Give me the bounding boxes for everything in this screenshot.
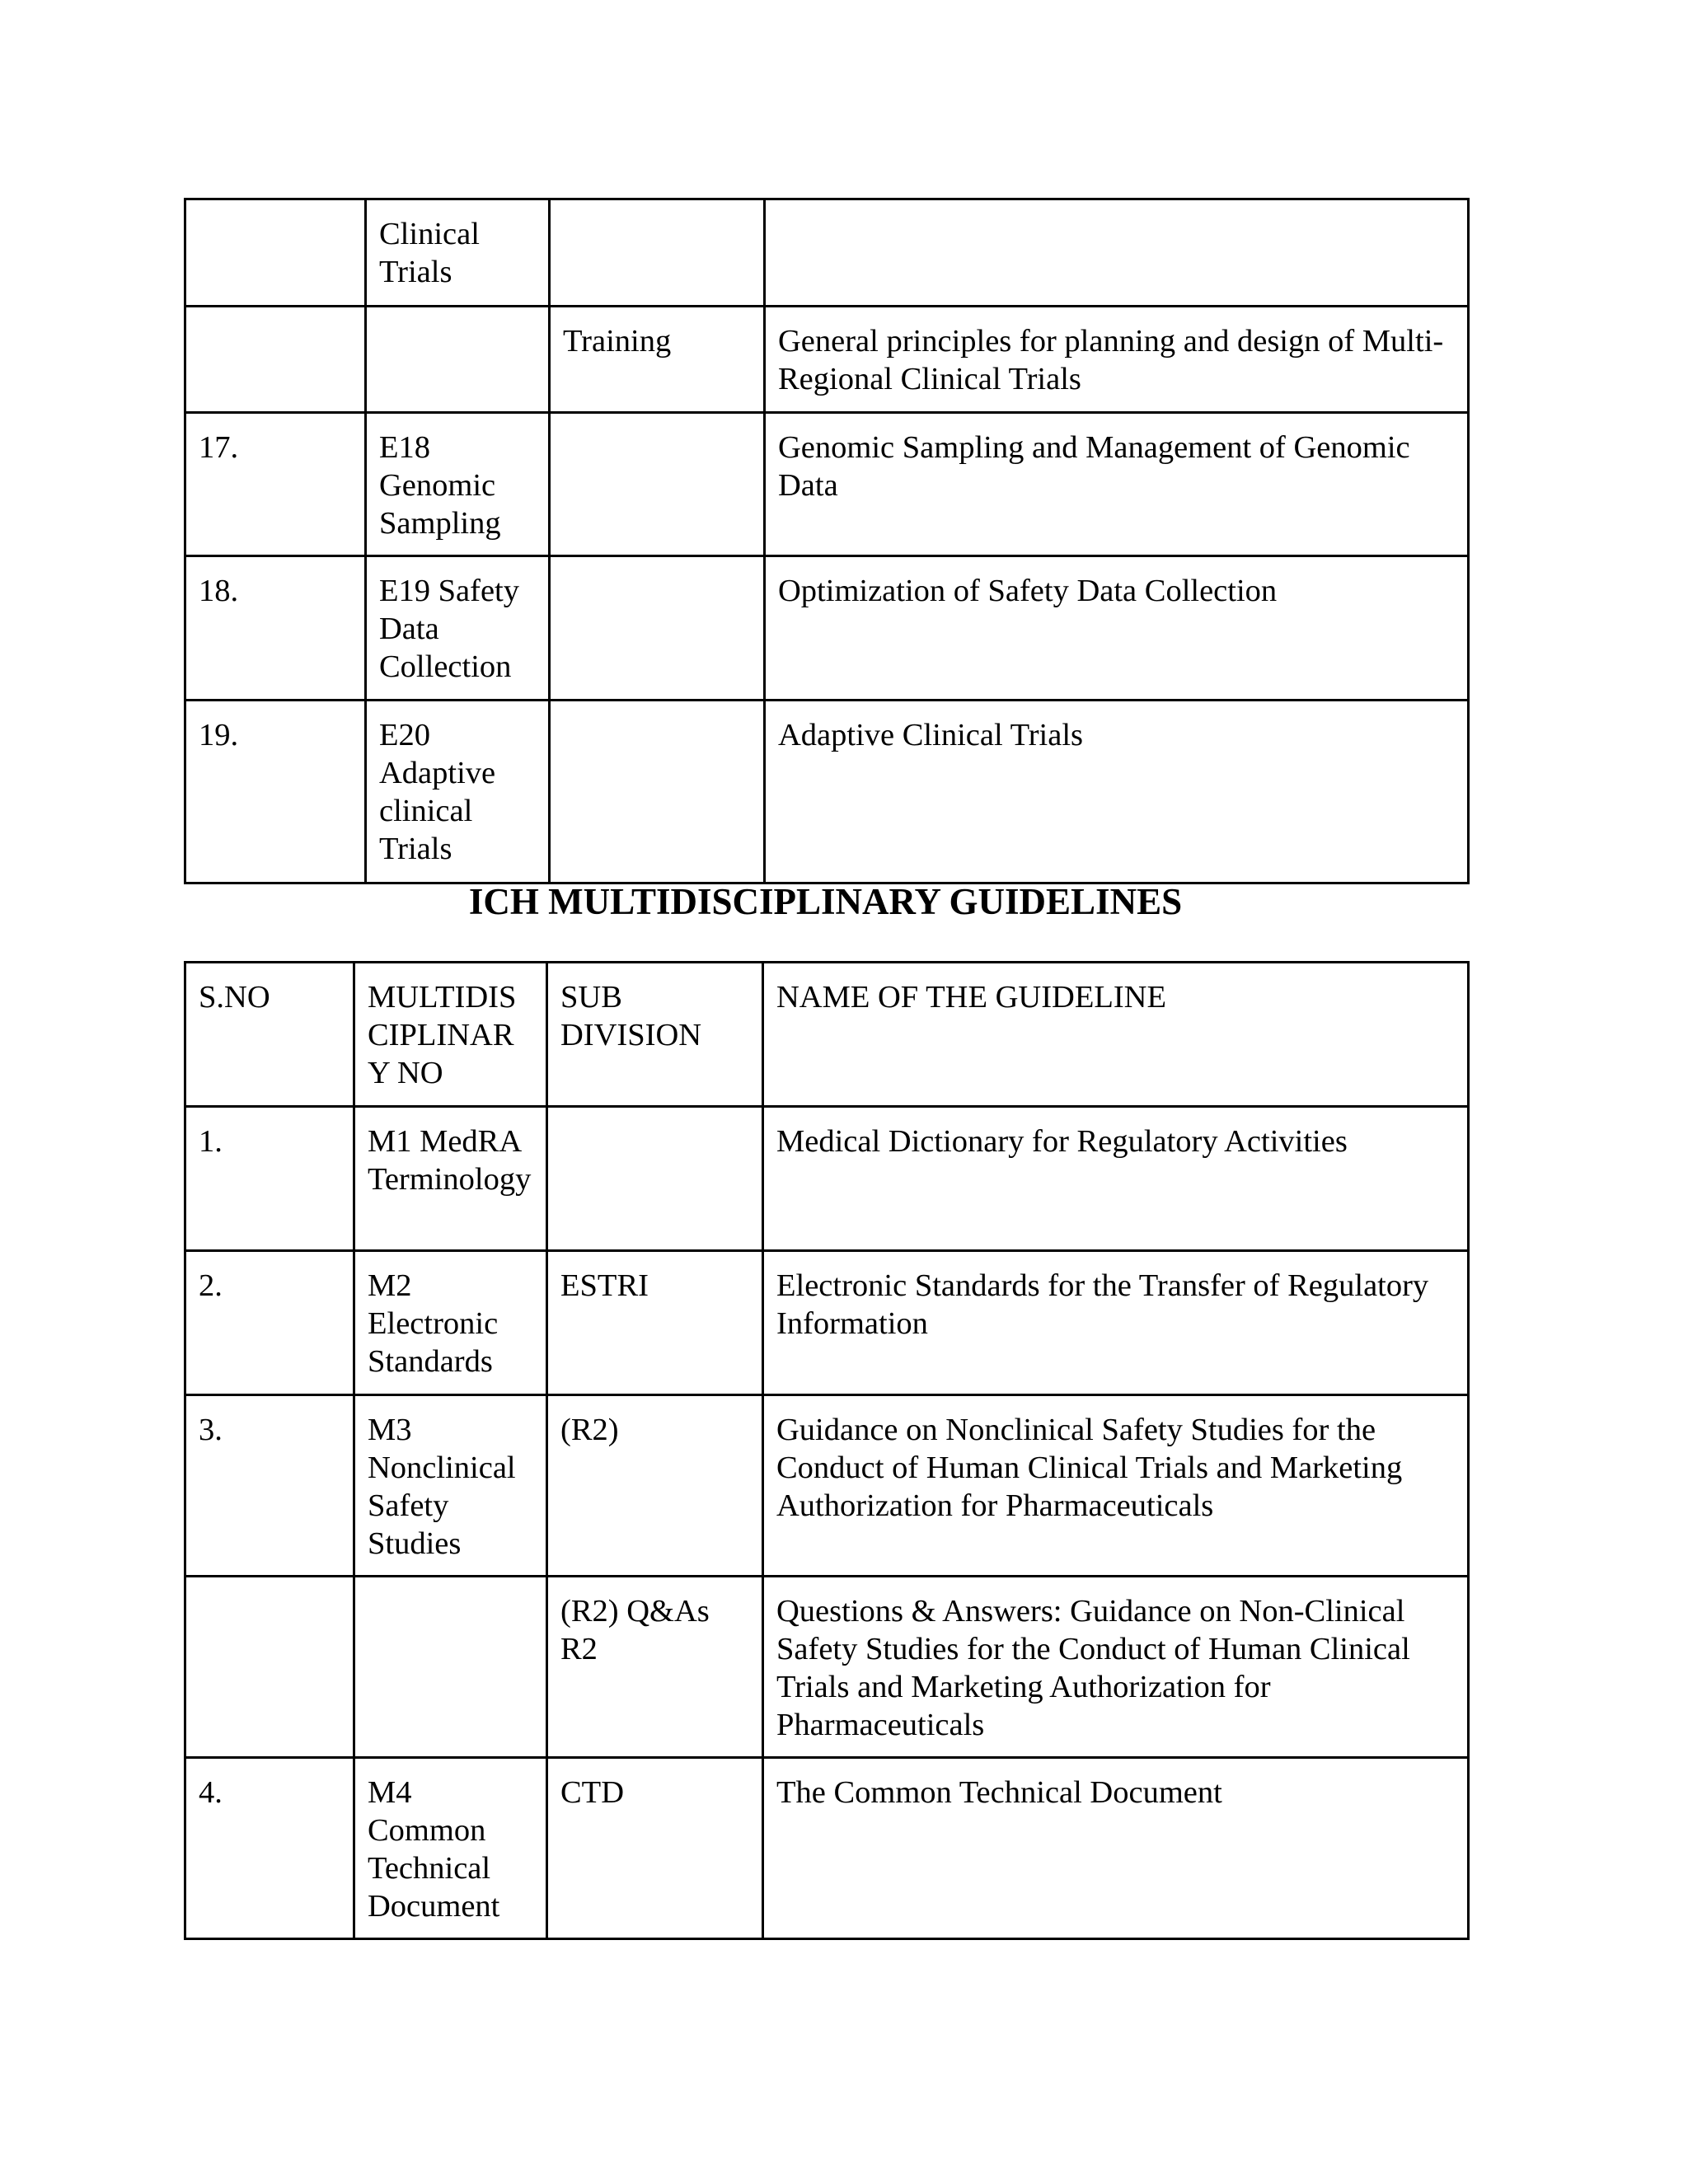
sno-header: S.NO — [185, 963, 354, 1107]
sub-division-cell — [550, 556, 765, 701]
table-row — [185, 307, 1469, 413]
sno-cell: 18. — [185, 556, 366, 701]
sno-cell: 2. — [185, 1251, 354, 1395]
table-row — [185, 1395, 1469, 1577]
section-heading: ICH MULTIDISCIPLINARY GUIDELINES — [468, 881, 1183, 922]
sno-cell: 1. — [185, 1107, 354, 1251]
multidisciplinary-guidelines-table — [184, 961, 1470, 1940]
guideline-name-cell: Questions & Answers: Guidance on Non-Clinical Safety Studies for the Conduct of Human Clinical Trials and Marketing Authorization for Pharmaceuticals — [763, 1577, 1469, 1758]
table-row — [185, 1251, 1469, 1395]
guideline-name-header: NAME OF THE GUIDELINE — [763, 963, 1469, 1107]
table-header-row — [185, 963, 1469, 1107]
guideline-name-cell: Guidance on Nonclinical Safety Studies for the Conduct of Human Clinical Trials and Marketing Authorization for Pharmaceuticals — [763, 1395, 1469, 1577]
efficacy-guidelines-table — [184, 198, 1470, 884]
guideline-code-cell — [354, 1577, 547, 1758]
guideline-code-cell: M4 Common Technical Document — [354, 1758, 547, 1939]
table-row — [185, 1758, 1469, 1939]
guideline-code-cell: M1 MedRA Terminology — [354, 1107, 547, 1251]
guideline-code-cell: E19 Safety Data Collection — [366, 556, 550, 701]
table-row — [185, 556, 1469, 701]
sub-division-cell — [547, 1107, 763, 1251]
guideline-code-cell: E18 Genomic Sampling — [366, 413, 550, 556]
sno-cell — [185, 307, 366, 413]
sub-division-cell: ESTRI — [547, 1251, 763, 1395]
sno-cell: 3. — [185, 1395, 354, 1577]
multidisciplinary-no-header: MULTIDISCIPLINARY NO — [354, 963, 547, 1107]
guideline-code-cell — [366, 307, 550, 413]
guideline-code-cell: E20 Adaptive clinical Trials — [366, 701, 550, 883]
sub-division-cell — [550, 413, 765, 556]
sub-division-cell: (R2) Q&As R2 — [547, 1577, 763, 1758]
guideline-name-cell: Medical Dictionary for Regulatory Activities — [763, 1107, 1469, 1251]
guideline-name-cell — [765, 199, 1469, 307]
guideline-name-cell: Adaptive Clinical Trials — [765, 701, 1469, 883]
guideline-code-cell: M3 Nonclinical Safety Studies — [354, 1395, 547, 1577]
sub-division-cell: Training — [550, 307, 765, 413]
table-row — [185, 701, 1469, 883]
sno-cell: 17. — [185, 413, 366, 556]
sub-division-header: SUB DIVISION — [547, 963, 763, 1107]
guideline-name-cell: Optimization of Safety Data Collection — [765, 556, 1469, 701]
guideline-code-cell: M2 Electronic Standards — [354, 1251, 547, 1395]
sno-cell: 19. — [185, 701, 366, 883]
sub-division-cell — [550, 701, 765, 883]
guideline-name-cell: The Common Technical Document — [763, 1758, 1469, 1939]
guideline-name-cell: Genomic Sampling and Management of Genomic Data — [765, 413, 1469, 556]
table-row — [185, 199, 1469, 307]
sub-division-cell: (R2) — [547, 1395, 763, 1577]
sno-cell — [185, 1577, 354, 1758]
sub-division-cell — [550, 199, 765, 307]
guideline-name-cell: Electronic Standards for the Transfer of Regulatory Information — [763, 1251, 1469, 1395]
sno-cell: 4. — [185, 1758, 354, 1939]
sub-division-cell: CTD — [547, 1758, 763, 1939]
guideline-code-cell: Clinical Trials — [366, 199, 550, 307]
guideline-name-cell: General principles for planning and design of Multi-Regional Clinical Trials — [765, 307, 1469, 413]
table-row — [185, 1107, 1469, 1251]
sno-cell — [185, 199, 366, 307]
table-row — [185, 1577, 1469, 1758]
table-row — [185, 413, 1469, 556]
